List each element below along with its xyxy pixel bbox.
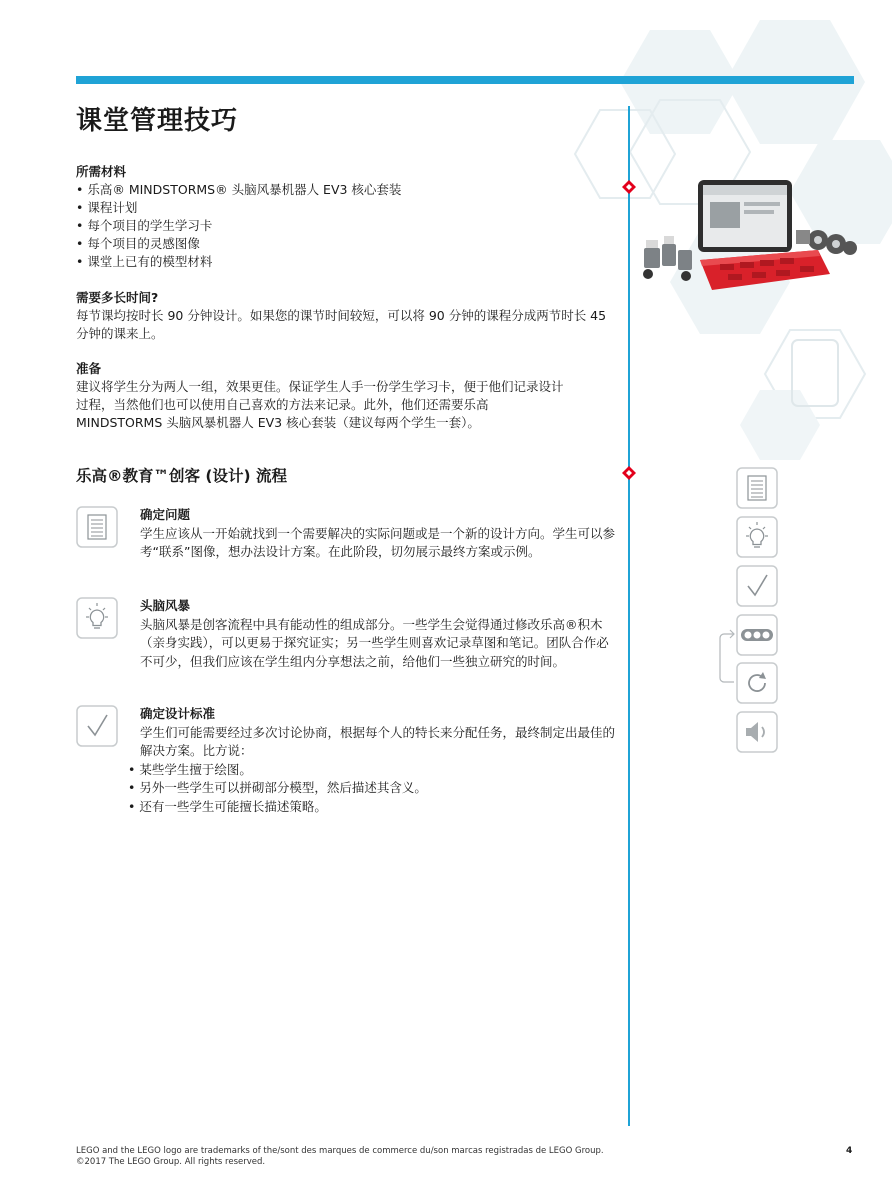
process-heading: 乐高®教育™创客 (设计) 流程 [76, 467, 287, 485]
page-title: 课堂管理技巧 [76, 106, 239, 136]
prep-heading: 准备 [76, 361, 102, 376]
step-text: 学生们可能需要经过多次讨论协商，根据每个人的特长来分配任务，最终制定出最佳的解决方案。比方说： [140, 724, 616, 758]
loop-back-arrow-icon [716, 628, 738, 686]
connected-dots-icon [736, 614, 778, 656]
column-divider-line [628, 106, 630, 1126]
materials-list [76, 181, 616, 271]
footer-legal [76, 1146, 604, 1168]
step-body [140, 705, 616, 816]
speaker-icon [736, 711, 778, 753]
footer-copyright: ©2017 The LEGO Group. All rights reserved. [76, 1157, 266, 1167]
list-item: • 课程计划 [76, 199, 616, 217]
top-accent-bar [76, 76, 854, 84]
time-section [76, 289, 616, 343]
document-icon [76, 506, 118, 548]
list-item: • 乐高® MINDSTORMS® 头脑风暴机器人 EV3 核心套装 [76, 181, 616, 199]
step-heading: 确定设计标准 [140, 706, 216, 721]
checkmark-icon [736, 565, 778, 607]
materials-heading: 所需材料 [76, 164, 127, 179]
lightbulb-icon [736, 516, 778, 558]
document-icon [736, 467, 778, 509]
page-number: 4 [846, 1146, 853, 1156]
lightbulb-icon [76, 597, 118, 639]
materials-section [76, 163, 616, 271]
list-item: • 每个项目的灵感图像 [76, 235, 616, 253]
time-heading: 需要多长时间? [76, 290, 159, 305]
step-body [140, 597, 616, 671]
criteria-list [128, 761, 616, 817]
prep-section [76, 360, 566, 432]
list-item: • 某些学生擅于绘图。 [128, 761, 616, 780]
step-text: 学生应该从一开始就找到一个需要解决的实际问题或是一个新的设计方向。学生可以参考“联系”图像，想办法设计方案。在此阶段，切勿展示最终方案或示例。 [140, 525, 616, 559]
checkmark-icon [76, 705, 118, 747]
ev3-core-set-image [640, 178, 858, 298]
diamond-marker-icon [621, 465, 637, 481]
step-heading: 确定问题 [140, 507, 191, 522]
list-item: • 每个项目的学生学习卡 [76, 217, 616, 235]
step-body [140, 506, 616, 562]
diamond-marker-icon [621, 179, 637, 195]
time-text: 每节课均按时长 90 分钟设计。如果您的课节时间较短，可以将 90 分钟的课程分成两节时长 45 分钟的课来上。 [76, 308, 607, 341]
footer-trademark: LEGO and the LEGO logo are trademarks of the/sont des marques de commerce du/son marcas registradas de LEGO Group. [76, 1146, 604, 1156]
prep-text: 建议将学生分为两人一组，效果更佳。保证学生人手一份学生学习卡，便于他们记录设计过程，当然他们也可以使用自己喜欢的方法来记录。此外，他们还需要乐高 MINDSTORMS 头脑风暴机器人 EV3 核心套装（建议每两个学生一套）。 [76, 379, 564, 430]
step-text: 头脑风暴是创客流程中具有能动性的组成部分。一些学生会觉得通过修改乐高®积木（亲身实践），可以更易于探究证实；另一些学生则喜欢记录草图和笔记。团队合作必不可少，但我们应该在学生组内分享想法之前，给他们一些独立研究的时间。 [140, 616, 609, 669]
list-item: • 课堂上已有的模型材料 [76, 253, 616, 271]
step-heading: 头脑风暴 [140, 598, 191, 613]
refresh-icon [736, 662, 778, 704]
list-item: • 还有一些学生可能擅长描述策略。 [128, 798, 616, 817]
list-item: • 另外一些学生可以拼砌部分模型，然后描述其含义。 [128, 779, 616, 798]
